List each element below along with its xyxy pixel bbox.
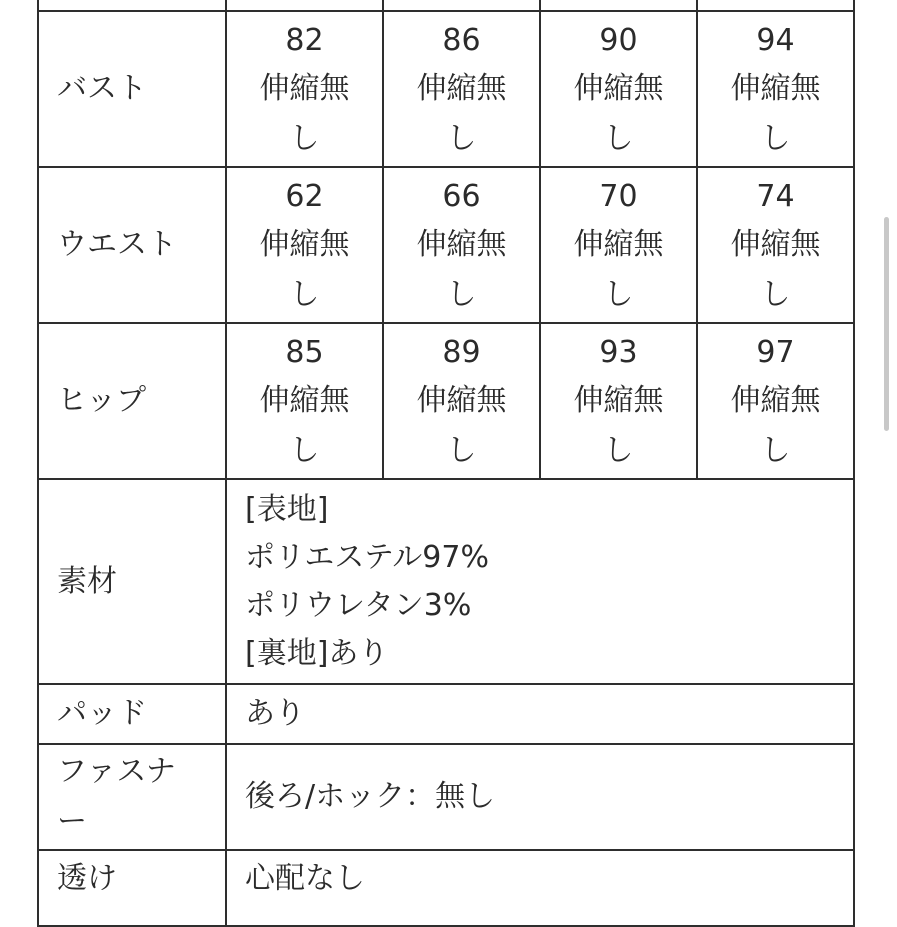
row-label-pad: パッド bbox=[38, 684, 226, 744]
table-row-waist bbox=[38, 167, 854, 323]
measurement-value: 62 bbox=[285, 179, 324, 214]
stretch-note-tail: し bbox=[289, 277, 320, 312]
row-label-material: 素材 bbox=[38, 479, 226, 684]
size-cell bbox=[540, 167, 697, 323]
stretch-note: 伸縮無 bbox=[730, 383, 821, 418]
size-cell bbox=[540, 323, 697, 479]
size-cell bbox=[697, 323, 854, 479]
measurement-value: 82 bbox=[285, 23, 324, 58]
stretch-note: 伸縮無 bbox=[259, 383, 350, 418]
material-line: [表地] bbox=[245, 491, 329, 527]
stretch-note: 伸縮無 bbox=[259, 227, 350, 262]
measurement-value: 66 bbox=[442, 179, 481, 214]
row-label-hip: ヒップ bbox=[38, 323, 226, 479]
material-detail bbox=[226, 479, 854, 684]
stretch-note: 伸縮無 bbox=[416, 227, 507, 262]
stretch-note-tail: し bbox=[289, 121, 320, 156]
material-line: ポリエステル97% bbox=[245, 539, 489, 575]
size-cell bbox=[697, 11, 854, 167]
size-cell bbox=[226, 323, 383, 479]
pad-value: あり bbox=[226, 684, 854, 744]
stretch-note: 伸縮無 bbox=[573, 71, 664, 106]
row-label-bust: バスト bbox=[38, 11, 226, 167]
stretch-note: 伸縮無 bbox=[416, 383, 507, 418]
measurement-value: 86 bbox=[442, 23, 481, 58]
table-row-pad bbox=[38, 684, 854, 744]
stretch-note-tail: し bbox=[603, 433, 634, 468]
size-cell bbox=[226, 167, 383, 323]
size-cell bbox=[697, 167, 854, 323]
size-cell bbox=[383, 167, 540, 323]
stretch-note-tail: し bbox=[603, 277, 634, 312]
table-cell bbox=[383, 0, 540, 11]
measurement-value: 74 bbox=[756, 179, 795, 214]
measurement-value: 90 bbox=[599, 23, 638, 58]
sheer-value: 心配なし bbox=[226, 850, 854, 926]
table-row-hip bbox=[38, 323, 854, 479]
stretch-note: 伸縮無 bbox=[573, 227, 664, 262]
table-row-cut-off bbox=[38, 0, 854, 11]
stretch-note-tail: し bbox=[446, 121, 477, 156]
table-row-sheer bbox=[38, 850, 854, 926]
stretch-note-tail: し bbox=[760, 277, 791, 312]
measurement-value: 70 bbox=[599, 179, 638, 214]
stretch-note-tail: し bbox=[446, 277, 477, 312]
stretch-note-tail: し bbox=[760, 433, 791, 468]
table-cell bbox=[226, 0, 383, 11]
stretch-note-tail: し bbox=[760, 121, 791, 156]
size-cell bbox=[383, 323, 540, 479]
table-row-material bbox=[38, 479, 854, 684]
stretch-note-tail: し bbox=[289, 433, 320, 468]
table-row-bust bbox=[38, 11, 854, 167]
stretch-note: 伸縮無 bbox=[730, 227, 821, 262]
size-cell bbox=[383, 11, 540, 167]
table-row-fastener bbox=[38, 744, 854, 850]
stretch-note: 伸縮無 bbox=[573, 383, 664, 418]
size-cell bbox=[226, 11, 383, 167]
stretch-note: 伸縮無 bbox=[730, 71, 821, 106]
stretch-note: 伸縮無 bbox=[259, 71, 350, 106]
measurement-value: 85 bbox=[285, 335, 324, 370]
size-spec-table bbox=[37, 0, 855, 927]
fastener-label-line: ー bbox=[57, 804, 87, 839]
measurement-value: 94 bbox=[756, 23, 795, 58]
table-cell bbox=[540, 0, 697, 11]
measurement-value: 93 bbox=[599, 335, 638, 370]
measurement-value: 89 bbox=[442, 335, 481, 370]
size-cell bbox=[540, 11, 697, 167]
fastener-value: 後ろ/ホック：無し bbox=[226, 744, 854, 850]
stretch-note-tail: し bbox=[446, 433, 477, 468]
fastener-label-line: ファスナ bbox=[57, 754, 176, 789]
row-label-waist: ウエスト bbox=[38, 167, 226, 323]
stretch-note-tail: し bbox=[603, 121, 634, 156]
scrollbar-thumb[interactable] bbox=[884, 217, 889, 431]
material-line: [裏地]あり bbox=[245, 635, 389, 671]
table-cell bbox=[697, 0, 854, 11]
stretch-note: 伸縮無 bbox=[416, 71, 507, 106]
table-cell bbox=[38, 0, 226, 11]
row-label-fastener bbox=[38, 744, 226, 850]
measurement-value: 97 bbox=[756, 335, 795, 370]
row-label-sheer: 透け bbox=[38, 850, 226, 926]
material-line: ポリウレタン3% bbox=[245, 587, 472, 623]
